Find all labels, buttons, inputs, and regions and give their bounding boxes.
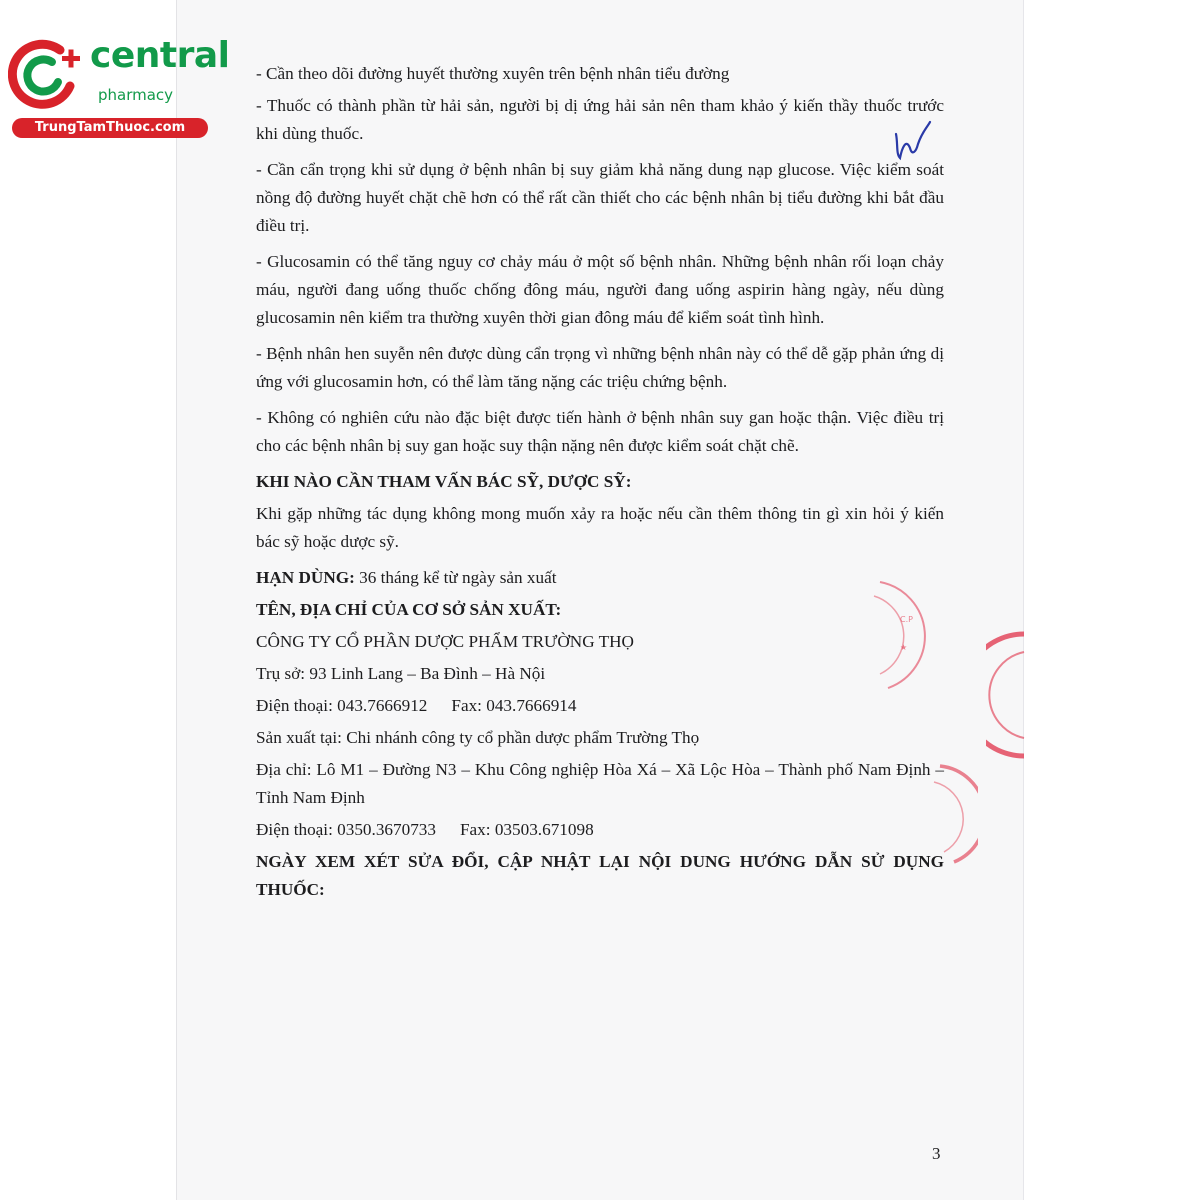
manufacturer-heading: TÊN, ĐỊA CHỈ CỦA CƠ SỞ SẢN XUẤT: <box>256 600 562 619</box>
headquarters-address: Trụ sở: 93 Linh Lang – Ba Đình – Hà Nội <box>256 664 546 683</box>
pharmacy-cross-icon <box>8 36 88 116</box>
expiry-line <box>256 564 944 592</box>
consult-text: Khi gặp những tác dụng không mong muốn xảy ra hoặc nếu cần thêm thông tin gì xin hỏi ý kiến bác sỹ hoặc dược sỹ. <box>256 504 944 551</box>
stamp-round-right <box>986 630 1026 760</box>
left-margin <box>0 0 176 1200</box>
logo-website: TrungTamThuoc.com <box>12 118 208 138</box>
expiry-label: HẠN DÙNG: <box>256 568 355 587</box>
svg-text:C.P: C.P <box>900 615 913 624</box>
note-asthma: - Bệnh nhân hen suyễn nên được dùng cẩn trọng vì những bệnh nhân này có thể dễ gặp phản ứng dị ứng với glucosamin hơn, có thể làm tăng nặng các triệu chứng bệnh. <box>256 344 944 391</box>
revision-heading: NGÀY XEM XÉT SỬA ĐỔI, CẬP NHẬT LẠI NỘI DUNG HƯỚNG DẪN SỬ DỤNG THUỐC: <box>256 852 944 899</box>
expiry-text: 36 tháng kể từ ngày sản xuất <box>354 568 557 587</box>
factory-phone: Điện thoại: 0350.3670733 <box>256 820 436 839</box>
production-address: Địa chỉ: Lô M1 – Đường N3 – Khu Công nghiệp Hòa Xá – Xã Lộc Hòa – Thành phố Nam Định – Tỉnh Nam Định <box>256 760 944 807</box>
production-site: Sản xuất tại: Chi nhánh công ty cổ phần dược phẩm Trường Thọ <box>256 728 700 747</box>
note-bleeding-risk: - Glucosamin có thể tăng nguy cơ chảy máu ở một số bệnh nhân. Những bệnh nhân rối loạn chảy máu, người đang uống thuốc chống đông máu, người đang uống aspirin hàng ngày, nếu dùng glucosamin nên kiểm tra thường xuyên thời gian đông máu để kiểm soát tình hình. <box>256 252 944 327</box>
logo-subtitle: pharmacy <box>98 86 174 104</box>
svg-text:★: ★ <box>900 643 908 652</box>
hq-phone: Điện thoại: 043.7666912 <box>256 696 428 715</box>
company-name: CÔNG TY CỔ PHẦN DƯỢC PHẨM TRƯỜNG THỌ <box>256 632 634 651</box>
hq-contact-line <box>256 692 944 720</box>
right-margin <box>1024 0 1200 1200</box>
logo-brand: central <box>90 35 230 76</box>
factory-contact-line <box>256 816 944 844</box>
factory-fax: Fax: 03503.671098 <box>459 820 594 839</box>
consult-heading: KHI NÀO CẦN THAM VẤN BÁC SỸ, DƯỢC SỸ: <box>256 472 632 491</box>
note-seafood-allergy: - Thuốc có thành phần từ hải sản, người bị dị ứng hải sản nên tham khảo ý kiến thầy thuốc trước khi dùng thuốc. <box>256 96 944 143</box>
note-liver-kidney: - Không có nghiên cứu nào đặc biệt được tiến hành ở bệnh nhân suy gan hoặc thận. Việc điều trị cho các bệnh nhân bị suy gan hoặc suy thận nặng nên được kiểm soát chặt chẽ. <box>256 408 944 455</box>
hq-fax: Fax: 043.7666914 <box>451 696 577 715</box>
note-blood-sugar: - Cần theo dõi đường huyết thường xuyên trên bệnh nhân tiểu đường <box>256 64 730 83</box>
central-pharmacy-logo <box>8 35 230 136</box>
page-number: 3 <box>932 1144 941 1163</box>
note-glucose-tolerance: - Cần cẩn trọng khi sử dụng ở bệnh nhân bị suy giảm khả năng dung nạp glucose. Việc kiểm soát nồng độ đường huyết chặt chẽ hơn có thể rất cần thiết cho các bệnh nhân bị tiểu đường khi bắt đầu điều trị. <box>256 160 944 235</box>
document-body <box>256 60 944 912</box>
